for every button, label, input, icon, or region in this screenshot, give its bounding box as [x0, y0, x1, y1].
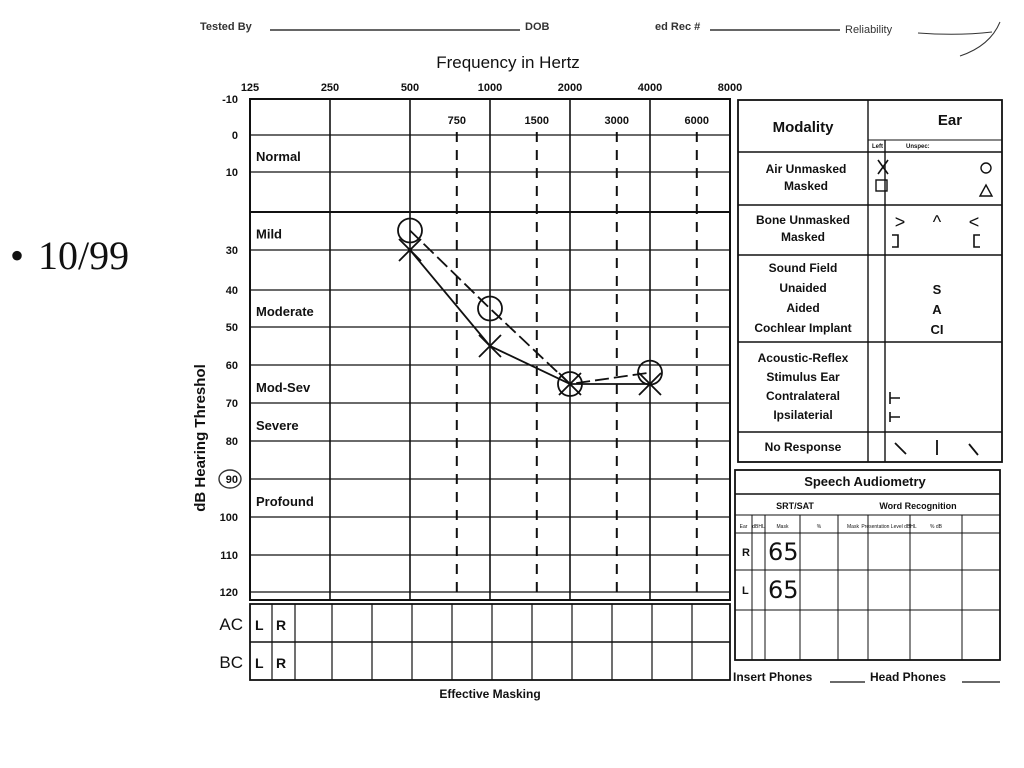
speech-row-srt-l: 65: [768, 576, 799, 604]
x-tick-label-2000: 2000: [557, 82, 583, 94]
legend-modality-header: Modality: [772, 119, 834, 136]
legend-sound-field-3: Cochlear Implant: [754, 321, 852, 335]
masking-row-bc: BC: [219, 653, 243, 672]
record-label: ed Rec #: [655, 21, 701, 33]
y-tick-label-30: 30: [225, 245, 238, 257]
masking-cell-r-ac: R: [276, 617, 287, 633]
y-tick-label-80: 80: [225, 436, 238, 448]
y-tick-label-100: 100: [219, 512, 238, 524]
x-tick-label-500: 500: [400, 82, 420, 94]
legend-sound-field-2: Aided: [786, 301, 820, 315]
speech-srt-header: SRT/SAT: [776, 501, 814, 511]
legend-no-response-arrow-icon-2: [969, 444, 978, 455]
masking-cell-l-ac: L: [255, 617, 264, 633]
x-ticks: [241, 82, 742, 127]
y-tick-label-40: 40: [225, 285, 238, 297]
speech-col-header-5: Presentation Level dBHL: [861, 524, 917, 530]
legend-reflex-0: Acoustic-Reflex: [757, 351, 849, 365]
series-line-left: [410, 250, 650, 384]
y-tick-label-70: 70: [225, 398, 238, 410]
legend-reflex-1: Stimulus Ear: [766, 370, 840, 384]
reliability-label: Reliability: [845, 24, 893, 36]
x-axis-label: Effective Masking: [439, 687, 541, 701]
speech-title: Speech Audiometry: [804, 474, 926, 489]
band-label-normal: Normal: [256, 149, 301, 165]
legend-left-label: Left: [872, 144, 883, 150]
masking-cell-r-bc: R: [276, 655, 287, 671]
speech-audiometry-table: [733, 470, 1000, 684]
speech-row-ear-l: L: [742, 585, 749, 597]
legend-reflex-3: Ipsilaterial: [773, 408, 833, 422]
x-mid-tick-label-6000: 6000: [684, 115, 710, 127]
legend-sf-symbol-1: A: [932, 302, 942, 317]
speech-col-header-4: Mask: [847, 524, 859, 530]
band-label-severe: Severe: [256, 417, 299, 433]
legend-air-x-icon: [878, 160, 888, 174]
band-label-mod-sev: Mod-Sev: [256, 379, 311, 395]
head-phones-label: Head Phones: [870, 670, 947, 684]
legend-sound-field-0: Sound Field: [768, 261, 838, 275]
x-mid-tick-label-750: 750: [447, 115, 466, 127]
masking-row-ac: AC: [219, 615, 243, 634]
insert-phones-label: Insert Phones: [733, 670, 813, 684]
speech-word-recognition-header: Word Recognition: [879, 501, 957, 511]
legend-sf-symbol-0: S: [932, 282, 942, 297]
legend-no-response-arrow-icon-0: [895, 443, 906, 454]
legend-bone-symbol-1: ^: [932, 212, 942, 232]
legend-reflex-2: Contralateral: [765, 389, 841, 403]
legend-bone-symbol-0: >: [894, 212, 906, 232]
masking-cell-l-bc: L: [255, 655, 264, 671]
legend-bone-1: Masked: [780, 230, 826, 244]
speech-col-header-6: % dB: [930, 524, 942, 530]
tested-by-label: Tested By: [200, 21, 252, 33]
y-tick-label-50: 50: [225, 322, 238, 334]
reliability-scribble: [918, 22, 1000, 56]
y-tick-label-10: 10: [225, 167, 238, 179]
band-label-mild: Mild: [256, 226, 282, 242]
legend-contralateral-icon: [890, 392, 900, 404]
y-tick-label-60: 60: [225, 360, 238, 372]
band-label-profound: Profound: [256, 493, 314, 509]
x-tick-label-8000: 8000: [717, 82, 743, 94]
legend-unspec-label: Unspec:: [906, 144, 930, 150]
legend-bone-masked-right-bracket-icon: [892, 235, 898, 247]
speech-row-srt-r: 65: [768, 538, 799, 566]
severity-bands: [256, 149, 314, 509]
legend-bone-0: Bone Unmasked: [755, 213, 851, 227]
x-mid-tick-label-3000: 3000: [604, 115, 630, 127]
x-tick-label-125: 125: [240, 82, 260, 94]
legend-air-triangle-icon: [980, 185, 992, 196]
speech-col-header-3: %: [816, 524, 822, 530]
slide-bullet-text: 10/99: [38, 233, 130, 278]
x-tick-label-4000: 4000: [637, 82, 663, 94]
slide-bullet: • 10/99: [10, 233, 130, 278]
x-mid-tick-label-1500: 1500: [524, 115, 550, 127]
y-tick-label-90: 90: [225, 474, 238, 486]
y-tick-label-110: 110: [220, 550, 238, 562]
legend-bone-symbol-2: <: [968, 212, 980, 232]
speech-col-header-1: dBHL: [752, 524, 765, 530]
speech-col-header-0: Ear: [739, 524, 748, 530]
form-header: [200, 21, 1000, 56]
legend-air-1: Masked: [783, 179, 829, 193]
legend-sf-symbol-2: CI: [930, 322, 944, 337]
y-tick-label-0: 0: [231, 130, 238, 142]
chart-title: Frequency in Hertz: [436, 53, 580, 72]
y-tick-label-120: 120: [219, 587, 238, 599]
legend-ear-header: Ear: [937, 112, 963, 129]
legend-ipsilateral-icon: [890, 412, 900, 422]
chart-grid: [250, 99, 730, 600]
y-tick-label--10: -10: [222, 94, 238, 106]
threshold-series: [398, 219, 662, 397]
legend-sound-field-1: Unaided: [779, 281, 827, 295]
legend-bone-masked-left-bracket-icon: [974, 235, 980, 247]
band-label-moderate: Moderate: [256, 304, 314, 320]
y-ticks: [219, 94, 241, 599]
legend-air-0: Air Unmasked: [765, 162, 847, 176]
x-tick-label-250: 250: [320, 82, 340, 94]
x-tick-label-1000: 1000: [477, 82, 503, 94]
speech-row-ear-r: R: [742, 547, 750, 559]
series-line-right: [410, 231, 650, 385]
legend-no-response: No Response: [764, 440, 842, 454]
symbol-legend-table: [738, 100, 1002, 462]
legend-air-o-icon: [981, 163, 991, 173]
dob-label: DOB: [525, 21, 550, 33]
speech-col-header-2: Mask: [776, 524, 789, 530]
effective-masking-table: [219, 604, 730, 680]
y-axis-label: dB Hearing Threshol: [192, 364, 209, 512]
